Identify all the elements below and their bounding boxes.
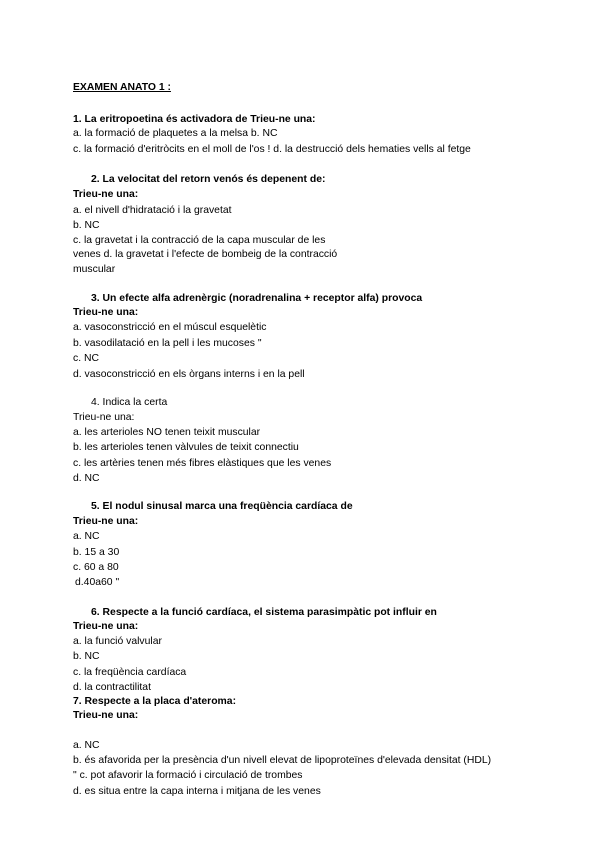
q3-line-2: b. vasodilatació en la pell i les mucoses " xyxy=(73,338,262,349)
q3-prompt: Trieu-ne una: xyxy=(73,307,139,318)
question-3: 3. Un efecte alfa adrenèrgic (noradrenalina + receptor alfa) provoca xyxy=(91,293,423,304)
q7-line-1: a. NC xyxy=(73,740,100,751)
q7-line-3: " c. pot afavorir la formació i circulació de trombes xyxy=(73,770,303,781)
q4-prompt: Trieu-ne una: xyxy=(73,412,135,423)
q1-line-2: c. la formació d'eritròcits en el moll de l'os ! d. la destrucció dels hematies vells al fetge xyxy=(73,144,471,155)
q3-line-3: c. NC xyxy=(73,353,99,364)
q7-prompt: Trieu-ne una: xyxy=(73,710,139,721)
q1-line-1: a. la formació de plaquetes a la melsa b. NC xyxy=(73,128,278,139)
q4-line-4: d. NC xyxy=(73,473,100,484)
question-1: 1. La eritropoetina és activadora de Trieu-ne una: xyxy=(73,114,316,125)
exam-title: EXAMEN ANATO 1 : xyxy=(73,82,171,93)
q6-line-1: a. la funció valvular xyxy=(73,636,162,647)
q2-line-2: b. NC xyxy=(73,220,100,231)
q2-line-5: muscular xyxy=(73,264,116,275)
q5-line-1: a. NC xyxy=(73,531,100,542)
q3-line-1: a. vasoconstricció en el múscul esquelètic xyxy=(73,322,267,333)
q7-line-2: b. és afavorida per la presència d'un nivell elevat de lipoproteïnes d'elevada densitat (HDL) xyxy=(73,755,492,766)
q4-line-2: b. les arterioles tenen vàlvules de teixit connectiu xyxy=(73,442,299,453)
q5-prompt: Trieu-ne una: xyxy=(73,516,139,527)
q4-line-3: c. les artèries tenen més fibres elàstiques que les venes xyxy=(73,458,332,469)
q6-line-3: c. la freqüència cardíaca xyxy=(73,667,187,678)
question-6: 6. Respecte a la funció cardíaca, el sistema parasimpàtic pot influir en xyxy=(91,607,437,618)
question-4: 4. Indica la certa xyxy=(91,397,168,408)
q4-line-1: a. les arterioles NO tenen teixit muscular xyxy=(73,427,261,438)
q5-line-4: d.40a60 " xyxy=(75,577,120,588)
q6-line-2: b. NC xyxy=(73,651,100,662)
q5-line-3: c. 60 a 80 xyxy=(73,562,119,573)
q2-line-4: venes d. la gravetat i l'efecte de bombeig de la contracció xyxy=(73,249,338,260)
q2-line-1: a. el nivell d'hidratació i la gravetat xyxy=(73,205,232,216)
question-5: 5. El nodul sinusal marca una freqüència cardíaca de xyxy=(91,501,353,512)
q2-prompt: Trieu-ne una: xyxy=(73,189,139,200)
q2-line-3: c. la gravetat i la contracció de la capa muscular de les xyxy=(73,235,326,246)
q6-line-4: d. la contractilitat xyxy=(73,682,151,693)
q3-line-4: d. vasoconstricció en els òrgans interns i en la pell xyxy=(73,369,305,380)
q5-line-2: b. 15 a 30 xyxy=(73,547,120,558)
question-2: 2. La velocitat del retorn venós és depenent de: xyxy=(91,174,326,185)
question-7: 7. Respecte a la placa d'ateroma: xyxy=(73,696,237,707)
q7-line-4: d. es situa entre la capa interna i mitjana de les venes xyxy=(73,786,321,797)
q6-prompt: Trieu-ne una: xyxy=(73,621,139,632)
